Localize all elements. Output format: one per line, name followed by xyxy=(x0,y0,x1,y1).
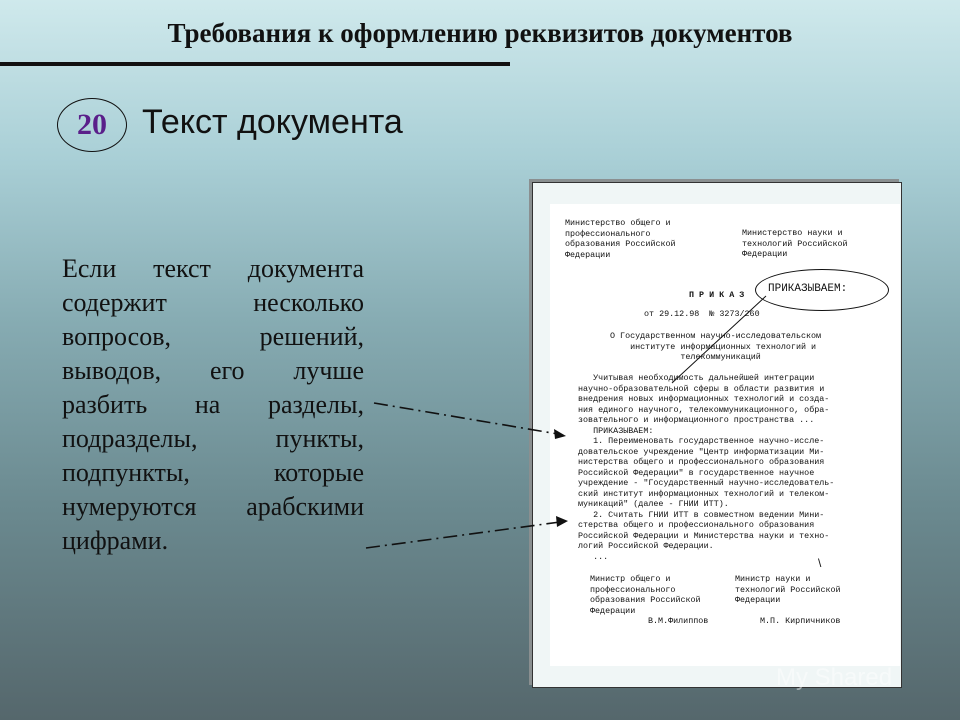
doc-signer-right: М.П. Кирпичников xyxy=(760,616,841,626)
doc-sign-right: Министр науки и технологий Российской Федерации xyxy=(735,574,841,605)
doc-body-text: Учитывая необходимость дальнейшей интеграции научно-образовательной сферы в области развития и внедрения новых информационных технологий и созда- ния единого научного, телекоммуникационного, обра- зовательного и информационного пространства ... ПРИКАЗЫВАЕМ: 1. Переименовать государственное научно-иссле- довательское учреждение "Центр информатизации Ми- нистерства общего и профессионального образования Российской Федерации" в государственное научное учреждение - "Государственный научно-исследователь- ский институт информационных технологий и телеком- муникаций" (далее - ГНИИ ИТТ). 2. Считать ГНИИ ИТТ в совместном ведении Мини- стерства общего и профессионального образования Российской Федерации и Министерства науки и техно- логий Российской Федерации. ... xyxy=(578,373,835,562)
arrow-to-subsections xyxy=(374,403,558,434)
explanation-text: Если текст документа содержит несколько вопросов, решений, выводов, его лучше разбить на разделы, подразделы, пункты, подпункты, которые нумеруются арабскими цифрами. xyxy=(62,254,364,555)
doc-type-heading: П Р И К А З xyxy=(689,290,745,300)
doc-sign-left: Министр общего и профессионального образования Российской Федерации xyxy=(590,574,701,616)
requisite-number: 20 xyxy=(77,108,107,141)
doc-header-right: Министерство науки и технологий Российской Федерации xyxy=(742,228,848,259)
watermark: My Shared xyxy=(776,664,893,691)
doc-subject: О Государственном научно-исследовательском институте информационных технологий и телекоммуникаций xyxy=(610,331,822,362)
requisite-title: Текст документа xyxy=(142,103,403,141)
arrow-head-lower xyxy=(556,516,568,527)
arrow-head-upper xyxy=(554,429,566,439)
slide-title: Требования к оформлению реквизитов документов xyxy=(167,18,793,48)
doc-mark: \ xyxy=(818,556,822,570)
arrow-to-numbered-items xyxy=(366,522,560,548)
doc-signer-left: В.М.Филиппов xyxy=(648,616,709,626)
callout-leader-line xyxy=(672,296,766,383)
callout-text: ПРИКАЗЫВАЕМ: xyxy=(768,283,848,295)
doc-date-number: от 29.12.98 № 3273/260 xyxy=(644,309,760,319)
doc-header-left: Министерство общего и профессионального образования Российской Федерации xyxy=(565,218,676,260)
